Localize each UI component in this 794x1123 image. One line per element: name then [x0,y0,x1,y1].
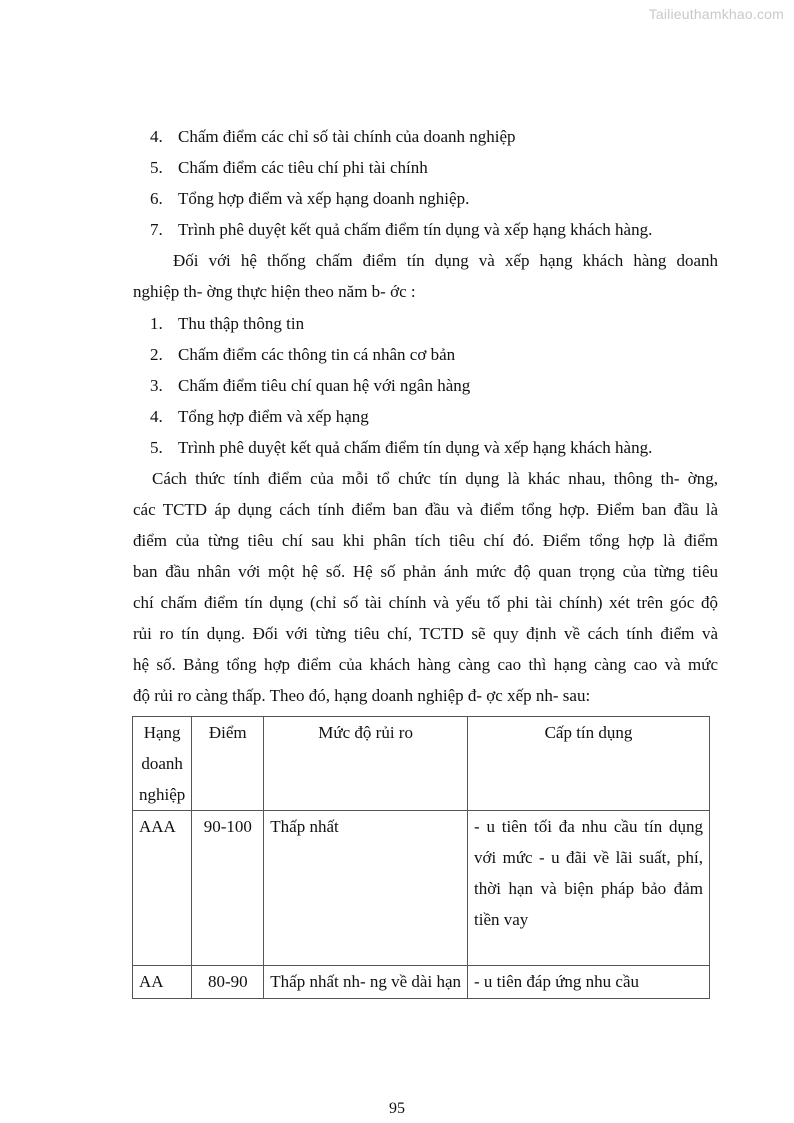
header-cell-score: Điểm [192,717,264,811]
rating-table [132,716,710,999]
cell-risk: Thấp nhất nh- ng về dài hạn [264,966,468,999]
paragraph-line: Cách thức tính điểm của mỗi tổ chức tín dụng là khác nhau, thông th- ờng, [152,469,718,488]
cell-credit: - u tiên tối đa nhu cầu tín dụng với mức - u đãi về lãi suất, phí, thời hạn và biện pháp bảo đảm tiền vay [468,811,710,966]
paragraph-line: rủi ro tín dụng. Đối với từng tiêu chí, TCTD sẽ quy định về cách tính điểm và [133,624,718,643]
list-item: 4. Chấm điểm các chỉ số tài chính của doanh nghiệp [150,127,516,146]
table-header-row [133,717,710,811]
list-item: 4. Tổng hợp điểm và xếp hạng [150,407,369,426]
cell-score: 80-90 [192,966,264,999]
paragraph-line: độ rủi ro càng thấp. Theo đó, hạng doanh nghiệp đ- ợc xếp nh- sau: [133,686,591,705]
paragraph-line: điểm của từng tiêu chí sau khi phân tích tiêu chí đó. Điểm tổng hợp là điểm [133,531,718,550]
table-row [133,966,710,999]
header-cell-risk: Mức độ rủi ro [264,717,468,811]
list-item: 3. Chấm điểm tiêu chí quan hệ với ngân hàng [150,376,471,395]
cell-score: 90-100 [192,811,264,966]
header-cell-rank: Hạng doanh nghiệp [133,717,192,811]
paragraph-line: chí chấm điểm tín dụng (chỉ số tài chính và yếu tố phi tài chính) xét trên góc độ [133,593,718,612]
page-number: 95 [389,1100,405,1117]
cell-rank: AA [133,966,192,999]
cell-risk: Thấp nhất [264,811,468,966]
list-item: 5. Chấm điểm các tiêu chí phi tài chính [150,158,428,177]
cell-rank: AAA [133,811,192,966]
paragraph-line: hệ số. Bảng tổng hợp điểm của khách hàng càng cao thì hạng càng cao và mức [133,655,718,674]
cell-credit: - u tiên đáp ứng nhu cầu [468,966,710,999]
header-cell-credit: Cấp tín dụng [468,717,710,811]
paragraph-line: nghiệp th- ờng thực hiện theo năm b- ớc : [133,282,416,301]
paragraph-line: ban đầu nhân với một hệ số. Hệ số phản ánh mức độ quan trọng của từng tiêu [133,562,718,581]
list-item: 7. Trình phê duyệt kết quả chấm điểm tín dụng và xếp hạng khách hàng. [150,220,653,239]
list-item: 5. Trình phê duyệt kết quả chấm điểm tín dụng và xếp hạng khách hàng. [150,438,653,457]
list-item: 6. Tổng hợp điểm và xếp hạng doanh nghiệp. [150,189,470,208]
watermark: Tailieuthamkhao.com [648,6,784,22]
table-row [133,811,710,966]
list-item: 2. Chấm điểm các thông tin cá nhân cơ bản [150,345,456,364]
list-item: 1. Thu thập thông tin [150,314,305,333]
paragraph-line: các TCTD áp dụng cách tính điểm ban đầu và điểm tổng hợp. Điểm ban đầu là [133,500,718,519]
paragraph-line: Đối với hệ thống chấm điểm tín dụng và xếp hạng khách hàng doanh [173,251,718,270]
